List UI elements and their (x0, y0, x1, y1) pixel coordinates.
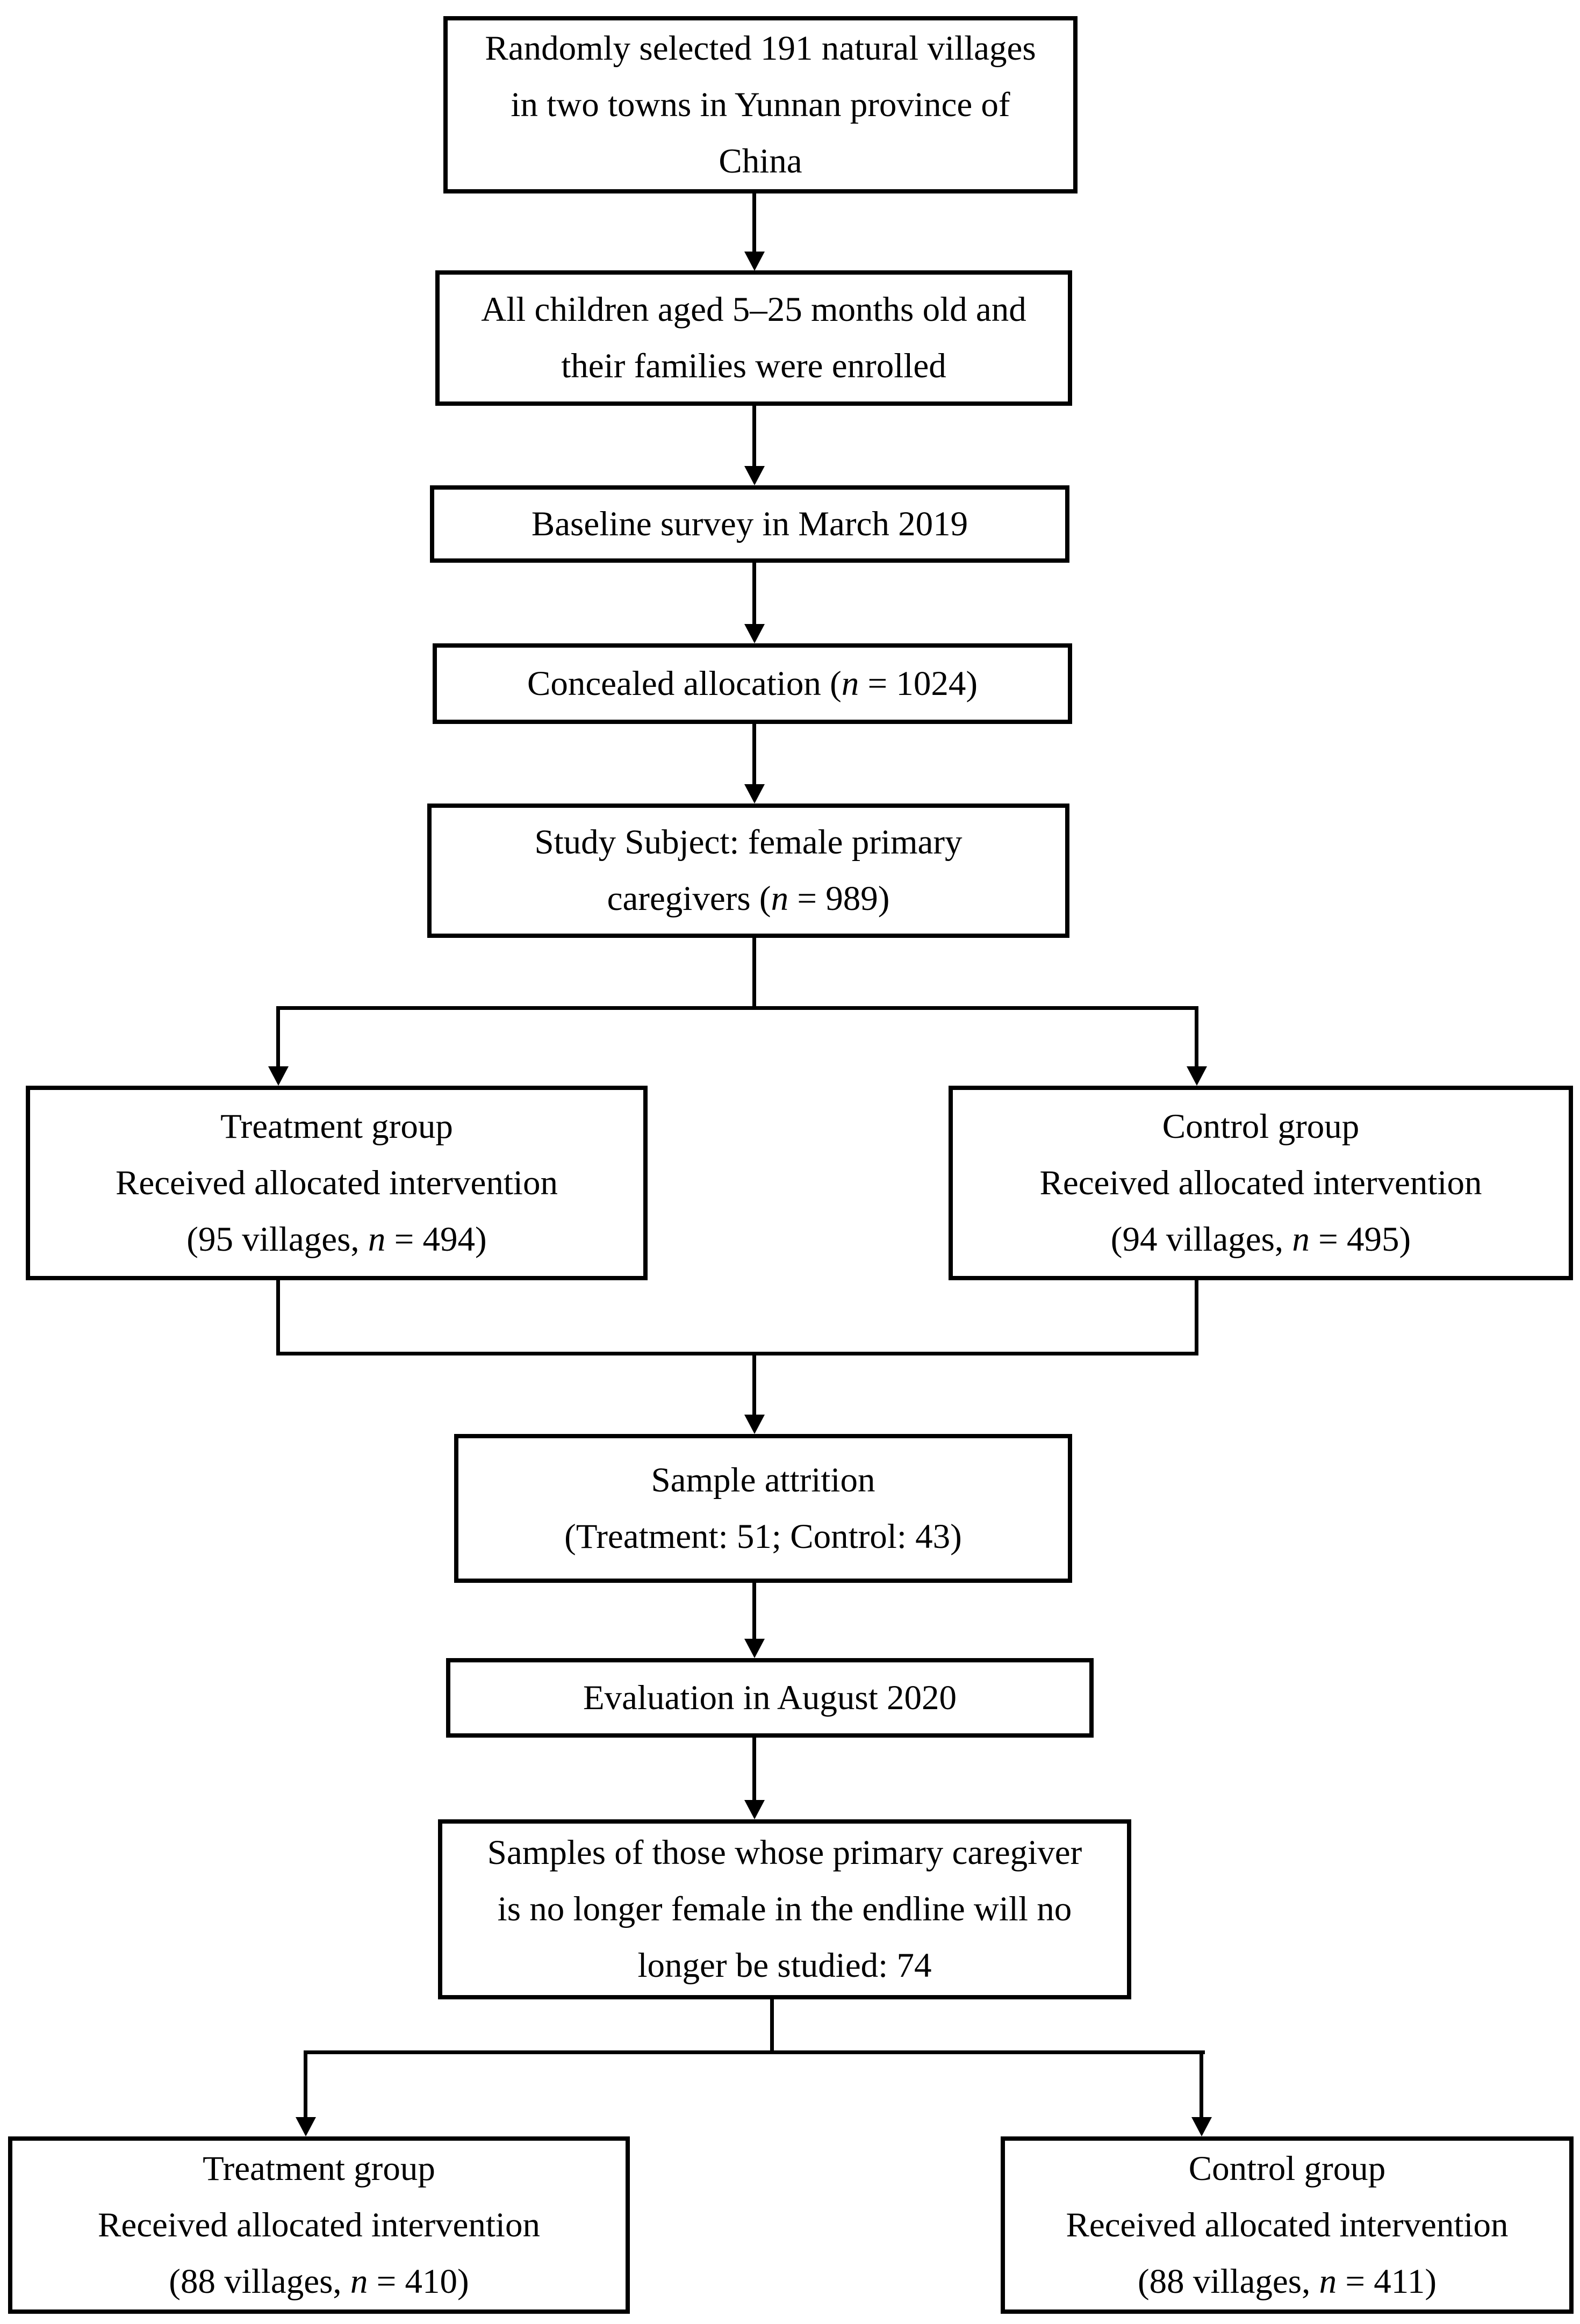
box-subject-line1: Study Subject: female primary (534, 823, 963, 862)
merge-right-drop (1195, 1279, 1198, 1354)
arrowhead-down-icon (744, 1800, 765, 1819)
box-subject-line2: caregivers (n = 989) (607, 879, 890, 918)
treatment-end-line3: (88 villages, n = 410) (169, 2262, 469, 2301)
connector-attrition-evaluation (752, 1582, 756, 1640)
box-control-group-mid (949, 1086, 1573, 1280)
control-mid-line1: Control group (1162, 1107, 1360, 1146)
treatment-mid-line3: (95 villages, n = 494) (186, 1220, 487, 1259)
connector-baseline-allocation (752, 562, 756, 625)
box-exclusion (438, 1819, 1131, 1999)
box-children-line2: their families were enrolled (561, 347, 946, 385)
connector-allocation-subject (752, 723, 756, 785)
split1-crossbar (276, 1006, 1198, 1010)
control-end-line2: Received allocated intervention (1066, 2205, 1509, 2244)
exclusion-line1: Samples of those whose primary caregiver (487, 1833, 1082, 1872)
control-end-line1: Control group (1188, 2149, 1386, 2188)
arrowhead-down-icon (1187, 1066, 1207, 1086)
box-children-line1: All children aged 5–25 months old and (481, 290, 1026, 329)
box-sample-attrition (454, 1434, 1072, 1583)
attrition-line1: Sample attrition (651, 1460, 875, 1500)
box-concealed-allocation (433, 643, 1072, 724)
box-villages-line2: in two towns in Yunnan province of (511, 85, 1010, 124)
treatment-end-line1: Treatment group (203, 2149, 435, 2188)
merge-stem (752, 1354, 756, 1416)
box-villages (443, 16, 1078, 193)
connector-villages-children (752, 192, 756, 253)
split2-left-drop (304, 2054, 307, 2118)
box-baseline-survey (430, 485, 1069, 563)
split1-stem (752, 937, 756, 1008)
box-villages-line3: China (719, 141, 802, 181)
merge-left-drop (276, 1279, 280, 1354)
box-baseline-line1: Baseline survey in March 2019 (531, 504, 968, 543)
treatment-mid-line1: Treatment group (220, 1107, 453, 1146)
box-treatment-group-end (8, 2136, 630, 2314)
split2-right-drop (1200, 2054, 1203, 2118)
arrowhead-down-icon (744, 252, 765, 271)
exclusion-line3: longer be studied: 74 (637, 1946, 932, 1985)
treatment-end-line2: Received allocated intervention (98, 2205, 540, 2244)
arrowhead-down-icon (744, 624, 765, 643)
split2-crossbar (304, 2050, 1205, 2054)
control-end-line3: (88 villages, n = 411) (1138, 2262, 1437, 2301)
connector-evaluation-exclusion (752, 1737, 756, 1801)
arrowhead-down-icon (744, 1415, 765, 1434)
arrowhead-down-icon (744, 784, 765, 804)
box-villages-line1: Randomly selected 191 natural villages (485, 28, 1036, 68)
connector-children-baseline (752, 405, 756, 467)
split1-right-drop (1195, 1010, 1198, 1067)
arrowhead-down-icon (744, 466, 765, 485)
treatment-mid-line2: Received allocated intervention (116, 1163, 558, 1202)
split2-stem (770, 1998, 774, 2054)
split1-left-drop (276, 1010, 280, 1067)
arrowhead-down-icon (744, 1639, 765, 1658)
arrowhead-down-icon (296, 2117, 316, 2136)
merge-crossbar (276, 1352, 1198, 1355)
box-study-subject (427, 804, 1069, 938)
arrowhead-down-icon (1191, 2117, 1212, 2136)
box-allocation-line1: Concealed allocation (n = 1024) (527, 664, 978, 703)
box-control-group-end (1001, 2136, 1574, 2314)
arrowhead-down-icon (268, 1066, 289, 1086)
attrition-line2: (Treatment: 51; Control: 43) (564, 1517, 962, 1556)
box-children-enrolled (435, 270, 1072, 406)
control-mid-line3: (94 villages, n = 495) (1110, 1220, 1411, 1259)
box-evaluation (446, 1658, 1094, 1738)
exclusion-line2: is no longer female in the endline will no (497, 1890, 1072, 1928)
box-treatment-group-mid (26, 1086, 648, 1280)
control-mid-line2: Received allocated intervention (1039, 1163, 1482, 1202)
evaluation-line1: Evaluation in August 2020 (583, 1678, 957, 1717)
